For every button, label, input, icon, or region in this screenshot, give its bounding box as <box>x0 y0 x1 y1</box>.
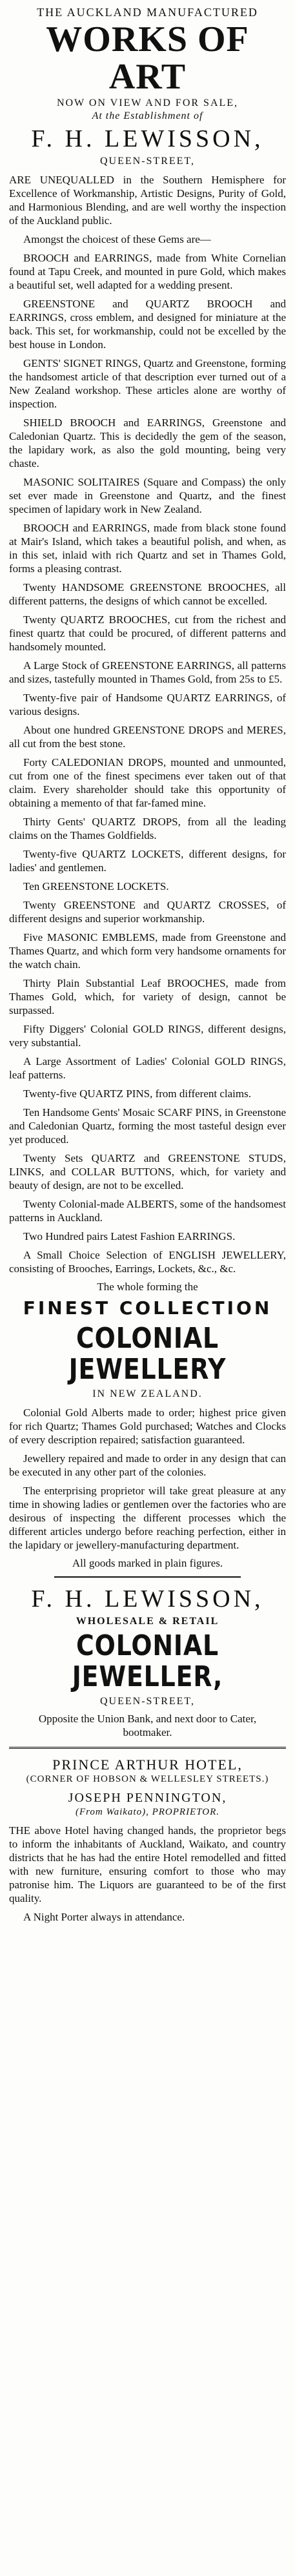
works-of-art-title: WORKS OF ART <box>46 19 249 97</box>
list-item: GENTS' SIGNET RINGS, Quartz and Greenstone, forming the handsomest article of that description ever turned out of a New Zealand workshop. These articles alone are worthy of inspection. <box>9 357 286 410</box>
list-item: A Small Choice Selection of ENGLISH JEWELLERY, consisting of Brooches, Earrings, Lockets, &c., &c. <box>9 1249 286 1275</box>
list-item: Thirty Plain Substantial Leaf BROOCHES, made from Thames Gold, which, for variety of design, cannot be surpassed. <box>9 977 286 1016</box>
list-item: Thirty Gents' QUARTZ DROPS, from all the leading claims on the Thames Goldfields. <box>9 816 286 841</box>
list-item: Fifty Diggers' Colonial GOLD RINGS, different designs, very substantial. <box>9 1023 286 1049</box>
plain-figures-note: All goods marked in plain figures. <box>72 1557 223 1569</box>
list-item: Ten Handsome Gents' Mosaic SCARF PINS, in Greenstone and Caledonian Quartz, forming the most tasteful design ever yet produced. <box>9 1106 286 1146</box>
divider <box>54 1576 241 1578</box>
proprietor-name: F. H. LEWISSON, <box>31 125 264 152</box>
section-divider <box>9 1747 286 1749</box>
footer-trade: WHOLESALE & RETAIL <box>76 1616 219 1627</box>
street-name: QUEEN-STREET, <box>99 156 195 167</box>
terms-paragraph: Jewellery repaired and made to order in any design that can be executed in any other part of the colonies. <box>9 1452 286 1478</box>
finest-collection-title: FINEST COLLECTION <box>23 1297 272 1319</box>
list-item: GREENSTONE and QUARTZ BROOCH and EARRINGS, cross emblem, and designed for miniature at the back. This set, for workmanship, could not be excelled by the best house in London. <box>9 298 286 351</box>
list-item: A Large Stock of GREENSTONE EARRINGS, all patterns and sizes, tastefully mounted in Thames Gold, from 25s to £5. <box>9 659 286 685</box>
hotel-name: PRINCE ARTHUR HOTEL, <box>52 1757 243 1773</box>
footer-address: Opposite the Union Bank, and next door to Cater, bootmaker. <box>38 1713 257 1738</box>
item-list <box>9 251 286 1275</box>
hotel-owner: JOSEPH PENNINGTON, <box>68 1791 227 1805</box>
terms-paragraph: The enterprising proprietor will take great pleasure at any time in showing ladies or gentlemen over the factories who are desirous of inspecting the different processes which the different articles undergo before reaching perfection, either in the lapidary or jewellery-manufacturing department. <box>9 1485 286 1551</box>
terms-paragraph: Colonial Gold Alberts made to order; highest price given for rich Quartz; Thames Gold purchased; Watches and Clocks of every description repaired; satisfaction guaranteed. <box>9 1406 286 1446</box>
list-item: BROOCH and EARRINGS, made from White Cornelian found at Tapu Creek, and mounted in pure Gold, which makes a beautiful set, well adapted for a wedding present. <box>9 252 286 291</box>
footer-street: QUEEN-STREET, <box>99 1696 195 1707</box>
collection-sub: IN NEW ZEALAND. <box>92 1388 203 1399</box>
list-item: Five MASONIC EMBLEMS, made from Greenstone and Thames Quartz, and which form very handsome ornaments for the watch chain. <box>9 931 286 971</box>
list-item: Twenty Sets QUARTZ and GREENSTONE STUDS, LINKS, and COLLAR BUTTONS, which, for variety and beauty of design, are not to be excelled. <box>9 1152 286 1191</box>
hotel-body: THE above Hotel having changed hands, the proprietor begs to inform the inhabitants of Auckland, Waikato, and country districts that he has had the entire Hotel remodelled and fitted with new furniture, ensuring comfort to those who may patronise him. The Liquors are guaranteed to be of the first quality. <box>9 1824 286 1904</box>
list-item: BROOCH and EARRINGS, made from black stone found at Mair's Island, which takes a beautiful polish, and when, as in this set, inlaid with rich Quartz and set in Thames Gold, forms a pleasing contrast. <box>9 522 286 575</box>
hotel-corner: (CORNER OF HOBSON & WELLESLEY STREETS.) <box>26 1774 269 1784</box>
list-item: Twenty-five pair of Handsome QUARTZ EARRINGS, of various designs. <box>9 692 286 717</box>
header-line-auckland: THE AUCKLAND MANUFACTURED <box>37 6 258 19</box>
list-item: SHIELD BROOCH and EARRINGS, Greenstone and Caledonian Quartz. This is decidedly the gem of the season, the lapidary work, as also the gold mounting, being very chaste. <box>9 417 286 469</box>
header-line-establishment: At the Establishment of <box>92 110 203 121</box>
list-item: Twenty HANDSOME GREENSTONE BROOCHES, all different patterns, the designs of which cannot be excelled. <box>9 581 286 607</box>
intro-paragraph: ARE UNEQUALLED in the Southern Hemisphere for Excellence of Workmanship, Artistic Designs, Purity of Gold, and Harmonious Blending, and are well worthy the inspection of the Auckland public. <box>9 174 286 227</box>
list-item: About one hundred GREENSTONE DROPS and MERES, all cut from the best stone. <box>9 724 286 750</box>
list-item: Ten GREENSTONE LOCKETS. <box>23 880 169 892</box>
hotel-porter-note: A Night Porter always in attendance. <box>23 1911 185 1923</box>
header-line-view: NOW ON VIEW AND FOR SALE, <box>56 98 239 108</box>
list-item: MASONIC SOLITAIRES (Square and Compass) the only set ever made in Greenstone and Quartz, and the finest specimen of lapidary work in New Zealand. <box>9 476 286 515</box>
footer-proprietor-name: F. H. LEWISSON, <box>31 1585 264 1613</box>
hotel-owner-sub: (From Waikato), PROPRIETOR. <box>75 1807 220 1817</box>
list-item: Twenty-five QUARTZ PINS, from different claims. <box>23 1087 251 1100</box>
list-item: Twenty GREENSTONE and QUARTZ CROSSES, of different designs and superior workmanship. <box>9 899 286 925</box>
terms-list <box>9 1406 286 1552</box>
list-item: Forty CALEDONIAN DROPS, mounted and unmounted, cut from one of the finest specimens ever taken out of that claim. Every shareholder should take this opportunity of obtaining a memento of that far-famed mine. <box>9 756 286 809</box>
colonial-jeweller-title: COLONIAL JEWELLER, <box>72 1629 223 1693</box>
list-item: Twenty-five QUARTZ LOCKETS, different designs, for ladies' and gentlemen. <box>9 848 286 874</box>
list-item: Two Hundred pairs Latest Fashion EARRINGS. <box>23 1230 236 1242</box>
list-item: A Large Assortment of Ladies' Colonial GOLD RINGS, leaf patterns. <box>9 1055 286 1081</box>
collection-lead: The whole forming the <box>97 1281 198 1293</box>
colonial-jewellery-title: COLONIAL JEWELLERY <box>68 1322 227 1386</box>
gems-intro: Amongst the choicest of these Gems are— <box>23 233 211 245</box>
list-item: Twenty Colonial-made ALBERTS, some of the handsomest patterns in Auckland. <box>9 1198 286 1224</box>
list-item: Twenty QUARTZ BROOCHES, cut from the richest and finest quartz that could be procured, of different patterns and handsomely mounted. <box>9 613 286 653</box>
